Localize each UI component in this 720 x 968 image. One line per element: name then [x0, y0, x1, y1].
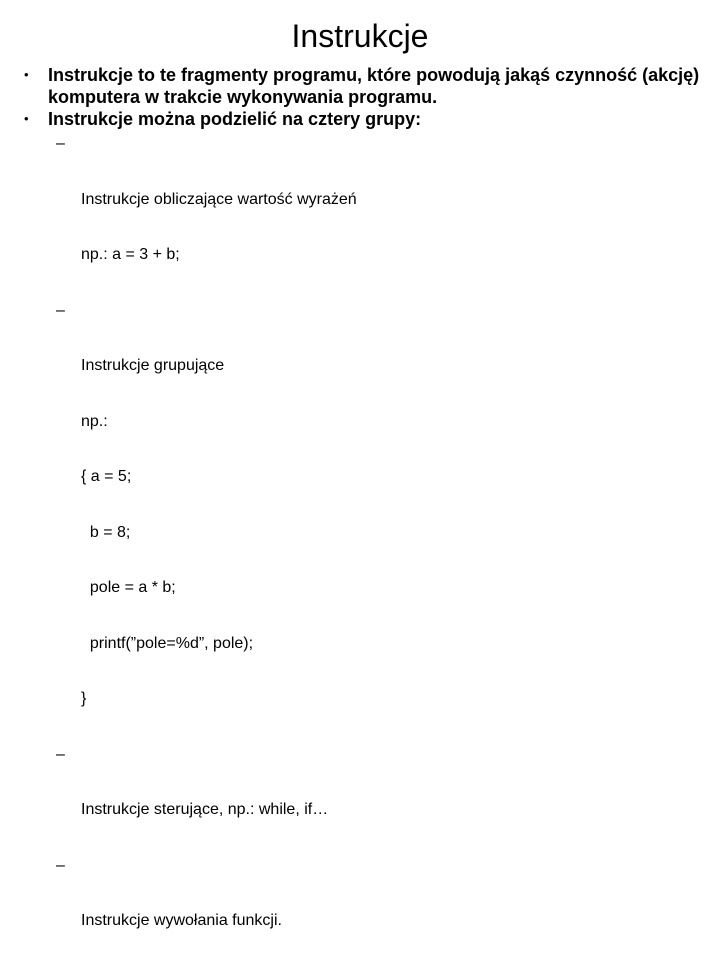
bullet-item: [0, 108, 720, 130]
sub-item: [0, 857, 720, 968]
sub-item-list: [0, 135, 720, 968]
code-line: pole = a * b;: [81, 579, 176, 596]
bullet-text-line: Instrukcje to te fragmenty programu, które powodują jakąś czynność (akcję): [48, 65, 700, 85]
slide-title: Instrukcje: [291, 18, 429, 54]
bullet-icon: •: [24, 111, 29, 126]
sub-item-line: Instrukcje grupujące: [81, 357, 225, 374]
code-line: }: [81, 690, 87, 707]
sub-item-line: Instrukcje obliczające wartość wyrażeń: [81, 190, 357, 208]
sub-item: [0, 135, 720, 302]
dash-icon: –: [56, 856, 65, 874]
dash-icon: –: [56, 301, 65, 319]
bullet-item: [0, 64, 720, 108]
dash-icon: –: [56, 135, 65, 152]
sub-item-line: np.: a = 3 + b;: [81, 246, 180, 263]
dash-icon: –: [56, 745, 65, 763]
bullet-list: [0, 64, 720, 968]
bullet-icon: •: [24, 67, 29, 82]
bullet-text-line: Instrukcje można podzielić na cztery grupy:: [48, 109, 422, 129]
bullet-text-line: komputera w trakcie wykonywania programu.: [48, 87, 438, 107]
sub-item-line: Instrukcje sterujące, np.: while, if…: [81, 801, 329, 818]
code-line: b = 8;: [81, 523, 131, 541]
sub-item-line: np.:: [81, 412, 108, 430]
code-line: { a = 5;: [81, 468, 132, 485]
sub-item-line: Instrukcje wywołania funkcji.: [81, 912, 282, 929]
sub-item: [0, 746, 720, 857]
sub-item: [0, 302, 720, 746]
code-line: printf(”pole=%d”, pole);: [81, 634, 254, 652]
